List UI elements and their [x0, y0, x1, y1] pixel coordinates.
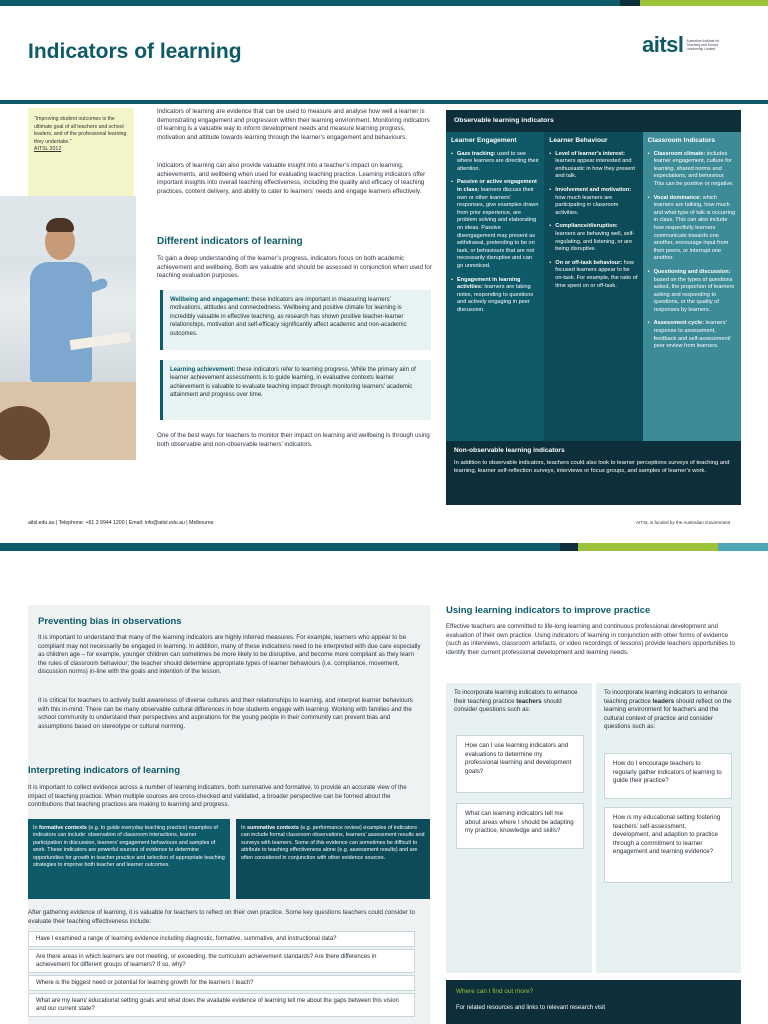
teachers-panel: To incorporate learning indicators to enhance their teaching practice teachers should consider questions such as: [446, 683, 592, 973]
achievement-text: these indicators refer to learning progress. While the primary aim of learner achievement assessments is to guide learning, in evaluative contexts learner achievement is valuable to evaluate teaching impact through monitoring learners’ academic attainment and progress over time. [170, 367, 416, 399]
reflect-question-4: What are my team/ educational setting goals and what does the available evidence of learning tell me about the gaps between this vision and our current state? [28, 993, 415, 1017]
aitsl-logo[interactable] [642, 32, 725, 58]
quote-text: “Improving student outcomes is the ultimate goal of all teachers and school leaders, and of the professional learning they undertake.” [34, 116, 127, 145]
wellbeing-text: these indicators are important in measuring learners’ motivations, attitudes and connectedness. Wellbeing and positive climate for learning is incredibly valuable in effective teaching, as research has shown positive teacher-learner relationships, motivation and self-efficacy significantly affect academic and non-academic outcomes. [170, 297, 407, 337]
find-out-more-text: For related resources and links to relevant research visit [456, 1005, 606, 1011]
bias-paragraph-1: It is important to understand that many of the learning indicators are highly inferred measures. For example, learners who appear to be compliant may not necessarily be engaged in learning. In addition, many of these indications need to be interpreted with due care especially as children age – for example, younger children can sometimes be more likely to be disruptive, and become more compliant as they learn the rules of classroom behaviour; the teacher should determine appropriate types of learner behaviours (i.e. compliance, movement, discussion norms) in-line with the goals and intention of the lesson. [38, 634, 421, 676]
list-item: • Level of learner’s interest: learners appear interested and enthusiastic in how they present and talk. [549, 151, 637, 181]
reflect-question-3: Where is the biggest need or potential for learning growth for the learners I teach? [28, 975, 415, 991]
different-indicators-paragraph: To gain a deep understanding of the learner’s progress, indicators focus on both academic achievement and wellbeing. Both are valuable and should be assessed in conjunction when used for teaching evaluation purposes. [157, 255, 432, 280]
teachers-label: teachers [516, 697, 542, 705]
column-title: Classroom Indicators [647, 137, 716, 144]
achievement-callout [160, 360, 431, 420]
list-item: • Compliance/disruption: learners are behaving well, self-regulating, and listening, or are being disruptive. [549, 223, 637, 253]
find-out-more-heading: Where can I find out more? [456, 988, 534, 995]
list-item: • Assessment cycle: learners’ response to assessment, feedback and self-assessment/ peer review from learners. [648, 320, 736, 350]
different-indicators-heading: Different indicators of learning [157, 236, 303, 247]
teachers-question-2: What can learning indicators tell me about areas where I should be adapting my practice, knowledge and skills? [456, 803, 584, 849]
list-item: • Engagement in learning activities: learners are taking notes, responding to questions and actively engaging in peer discussion. [451, 277, 539, 315]
footer-funding: AITSL is funded by the Australian Government [636, 520, 731, 525]
teacher-photo [0, 196, 136, 460]
teachers-question-1: How can I use learning indicators and evaluations to determine my professional learning and development goals? [456, 735, 584, 793]
column-title: Learner Engagement [451, 137, 517, 144]
list-item: • Passive or active engagement in class: learners discuss their own or other learners’ responses, give examples drawn from prior experience, are problem solving and elaborating on ideas. Passive disengagement may present as withdrawal, pretending to be on task, or behaviours that are not necessarily disruptive and can go unnoticed. [451, 179, 539, 270]
bias-heading: Preventing bias in observations [38, 616, 182, 627]
learner-behaviour-column [544, 132, 642, 441]
list-item: • Classroom climate: includes learner engagement, culture for learning, shared norms and expectations, and behaviour. This can be positive or negative. [648, 151, 736, 189]
summative-label: summative contexts [247, 825, 299, 831]
list-item: • Involvement and motivation: how much learners are participating in classroom activities. [549, 187, 637, 217]
intro-paragraph-1: Indicators of learning are evidence that can be used to measure and analyse how well a learner is demonstrating engagement and progression within their learning environment. Monitoring indicators of learning is a valuable way to inform development needs and measure learning progress, motivation and attitude towards learning through the learner’s engagement and behaviours. [157, 108, 430, 141]
non-observable-heading: Non-observable learning indicators [454, 447, 565, 454]
achievement-label: Learning achievement: [170, 367, 236, 373]
classroom-indicators-column [643, 132, 741, 441]
observable-columns [446, 132, 741, 441]
non-observable-text: In addition to observable indicators, teachers could also look to learner perceptions surveys of teaching and learning, learner self-reflection surveys, interviews or focus groups, and samples of learner’s work. [454, 459, 730, 474]
observable-heading: Observable learning indicators [446, 110, 741, 132]
reflect-question-1: Have I examined a range of learning evidence including diagnostic, formative, summative, and instructional data? [28, 931, 415, 947]
summative-context-box: In summative contexts (e.g. performance review) examples of indicators can include formal classroom observations, learners’ assessment results and surveys with learners. Some of this evidence can sometimes be difficult to attribute to teaching effectiveness alone (e.g. assessment results) and are often considered in conjunction with other evidence sources. [236, 819, 430, 899]
wellbeing-label: Wellbeing and engagement: [170, 297, 250, 303]
formative-label: formative contexts [39, 825, 87, 831]
closing-paragraph: One of the best ways for teachers to monitor their impact on learning and wellbeing is through using both observable and non-observable learners’ indicators. [157, 432, 430, 448]
page-two [0, 543, 768, 1024]
leaders-question-1: How do I encourage teachers to regularly gather indicators of learning to guide their practice? [604, 753, 732, 799]
logo-subtitle: Australian Institute for Teaching and School Leadership Limited [686, 39, 720, 51]
column-title: Learner Behaviour [549, 137, 608, 144]
list-item: • Gaze tracking: used to see where learners are directing their attention. [451, 151, 539, 174]
using-indicators-paragraph: Effective teachers are committed to life-long learning and continuous professional development and evaluation of their own practice. Using indicators of learning in conjunction with other forms of evidence (such as interviews, classroom artefacts, or video recordings of lessons) provide teachers opportunities to identify their current professional development and learning needs. [446, 623, 735, 656]
list-item: • Vocal dominance: which learners are talking, how much and what type of talk is occurring in class. This can also include how respectfully learners communicate towards one another, encourage input from their peers, or interrupt one another. [648, 195, 736, 263]
footer-contact[interactable]: aitsl.edu.au | Telephone: +61 3 9944 1200 | Email: info@aitsl.edu.au | Melbourne [28, 520, 214, 526]
list-item: • On or off-task behaviour: how focused learners appear to be on-task. For example, the ratio of time spent on or off-task. [549, 260, 637, 290]
quote-box [28, 108, 134, 196]
using-indicators-heading: Using learning indicators to improve practice [446, 605, 651, 616]
section-divider-bar [0, 100, 768, 104]
leaders-question-2: How is my educational setting fostering teachers’ self-assessment, development, and adaption to practice through a commitment to learner engagement and learning evidence? [604, 807, 732, 883]
find-out-more-box[interactable] [446, 980, 741, 1024]
interpreting-paragraph: It is important to collect evidence across a number of learning indicators, both summative and formative, to provide an accurate view of the impact of teaching practice. When multiple sources are cross-checked and validated, a broader perspective can be formed about the contributions that teaching practices are making to learning and progress. [28, 784, 407, 809]
leaders-label: leaders [652, 697, 675, 705]
reflect-question-2: Are there areas in which learners are not meeting, or exceeding, the curriculum achievement standards? Are there differences in achievement for different groups of learners? If so, why? [28, 949, 415, 973]
observable-indicators-panel [446, 110, 741, 505]
non-observable-box [446, 441, 741, 505]
page-title: Indicators of learning [28, 40, 242, 63]
list-item: • Questioning and discussion: based on the types of questions asked, the proportion of learners asking and responding to questions, or the quality of responses by learners. [648, 269, 736, 315]
quote-source-link[interactable]: AITSL 2012 [34, 146, 62, 153]
interpreting-heading: Interpreting indicators of learning [28, 765, 181, 776]
logo-wordmark: aitsl [642, 32, 684, 57]
reflect-paragraph: After gathering evidence of learning, it is valuable for teachers to reflect on their own practice. Some key questions teachers could consider to evaluate their teaching effectiveness include: [28, 909, 415, 925]
top-color-bar [0, 0, 768, 6]
formative-context-box: In formative contexts (e.g. to guide everyday teaching practice) examples of indicators can include: observation of classroom interactions, learner participation in discussion, learners’ engagement behaviours and samples of work. These indicators are powerful sources of evidence to determine opportunities for growth in teacher practice and selection of appropriate teaching strategies to improve both teacher and learner outcomes. [28, 819, 230, 899]
leaders-panel: To incorporate learning indicators to enhance teaching practice leaders should reflect on the learning environment for teachers and the cultural context of practice and consider questions such as: [596, 683, 741, 973]
wellbeing-callout [160, 290, 431, 350]
intro-paragraph-2: Indicators of learning can also provide valuable insight into a teacher’s impact on learning, achievements, and wellbeing when used for evaluating teaching practice. Learning indicators offer important insights into overall teaching effectiveness, including the quality and efficacy of teaching practices, content delivery, and ability to cater to learners’ needs and engage learners effectively. [157, 162, 426, 195]
bias-paragraph-2: It is critical for teachers to actively build awareness of diverse cultures and their relationships to learning, and interpret learner behaviours with this in-mind. There can be many observable cultural differences in how students engage with learning. Working with families and the school community to understand their perspectives and aspirations for the young people in their community can prevent bias and assumptions based on stereotype or cultural norming. [38, 697, 413, 730]
learner-engagement-column [446, 132, 544, 441]
